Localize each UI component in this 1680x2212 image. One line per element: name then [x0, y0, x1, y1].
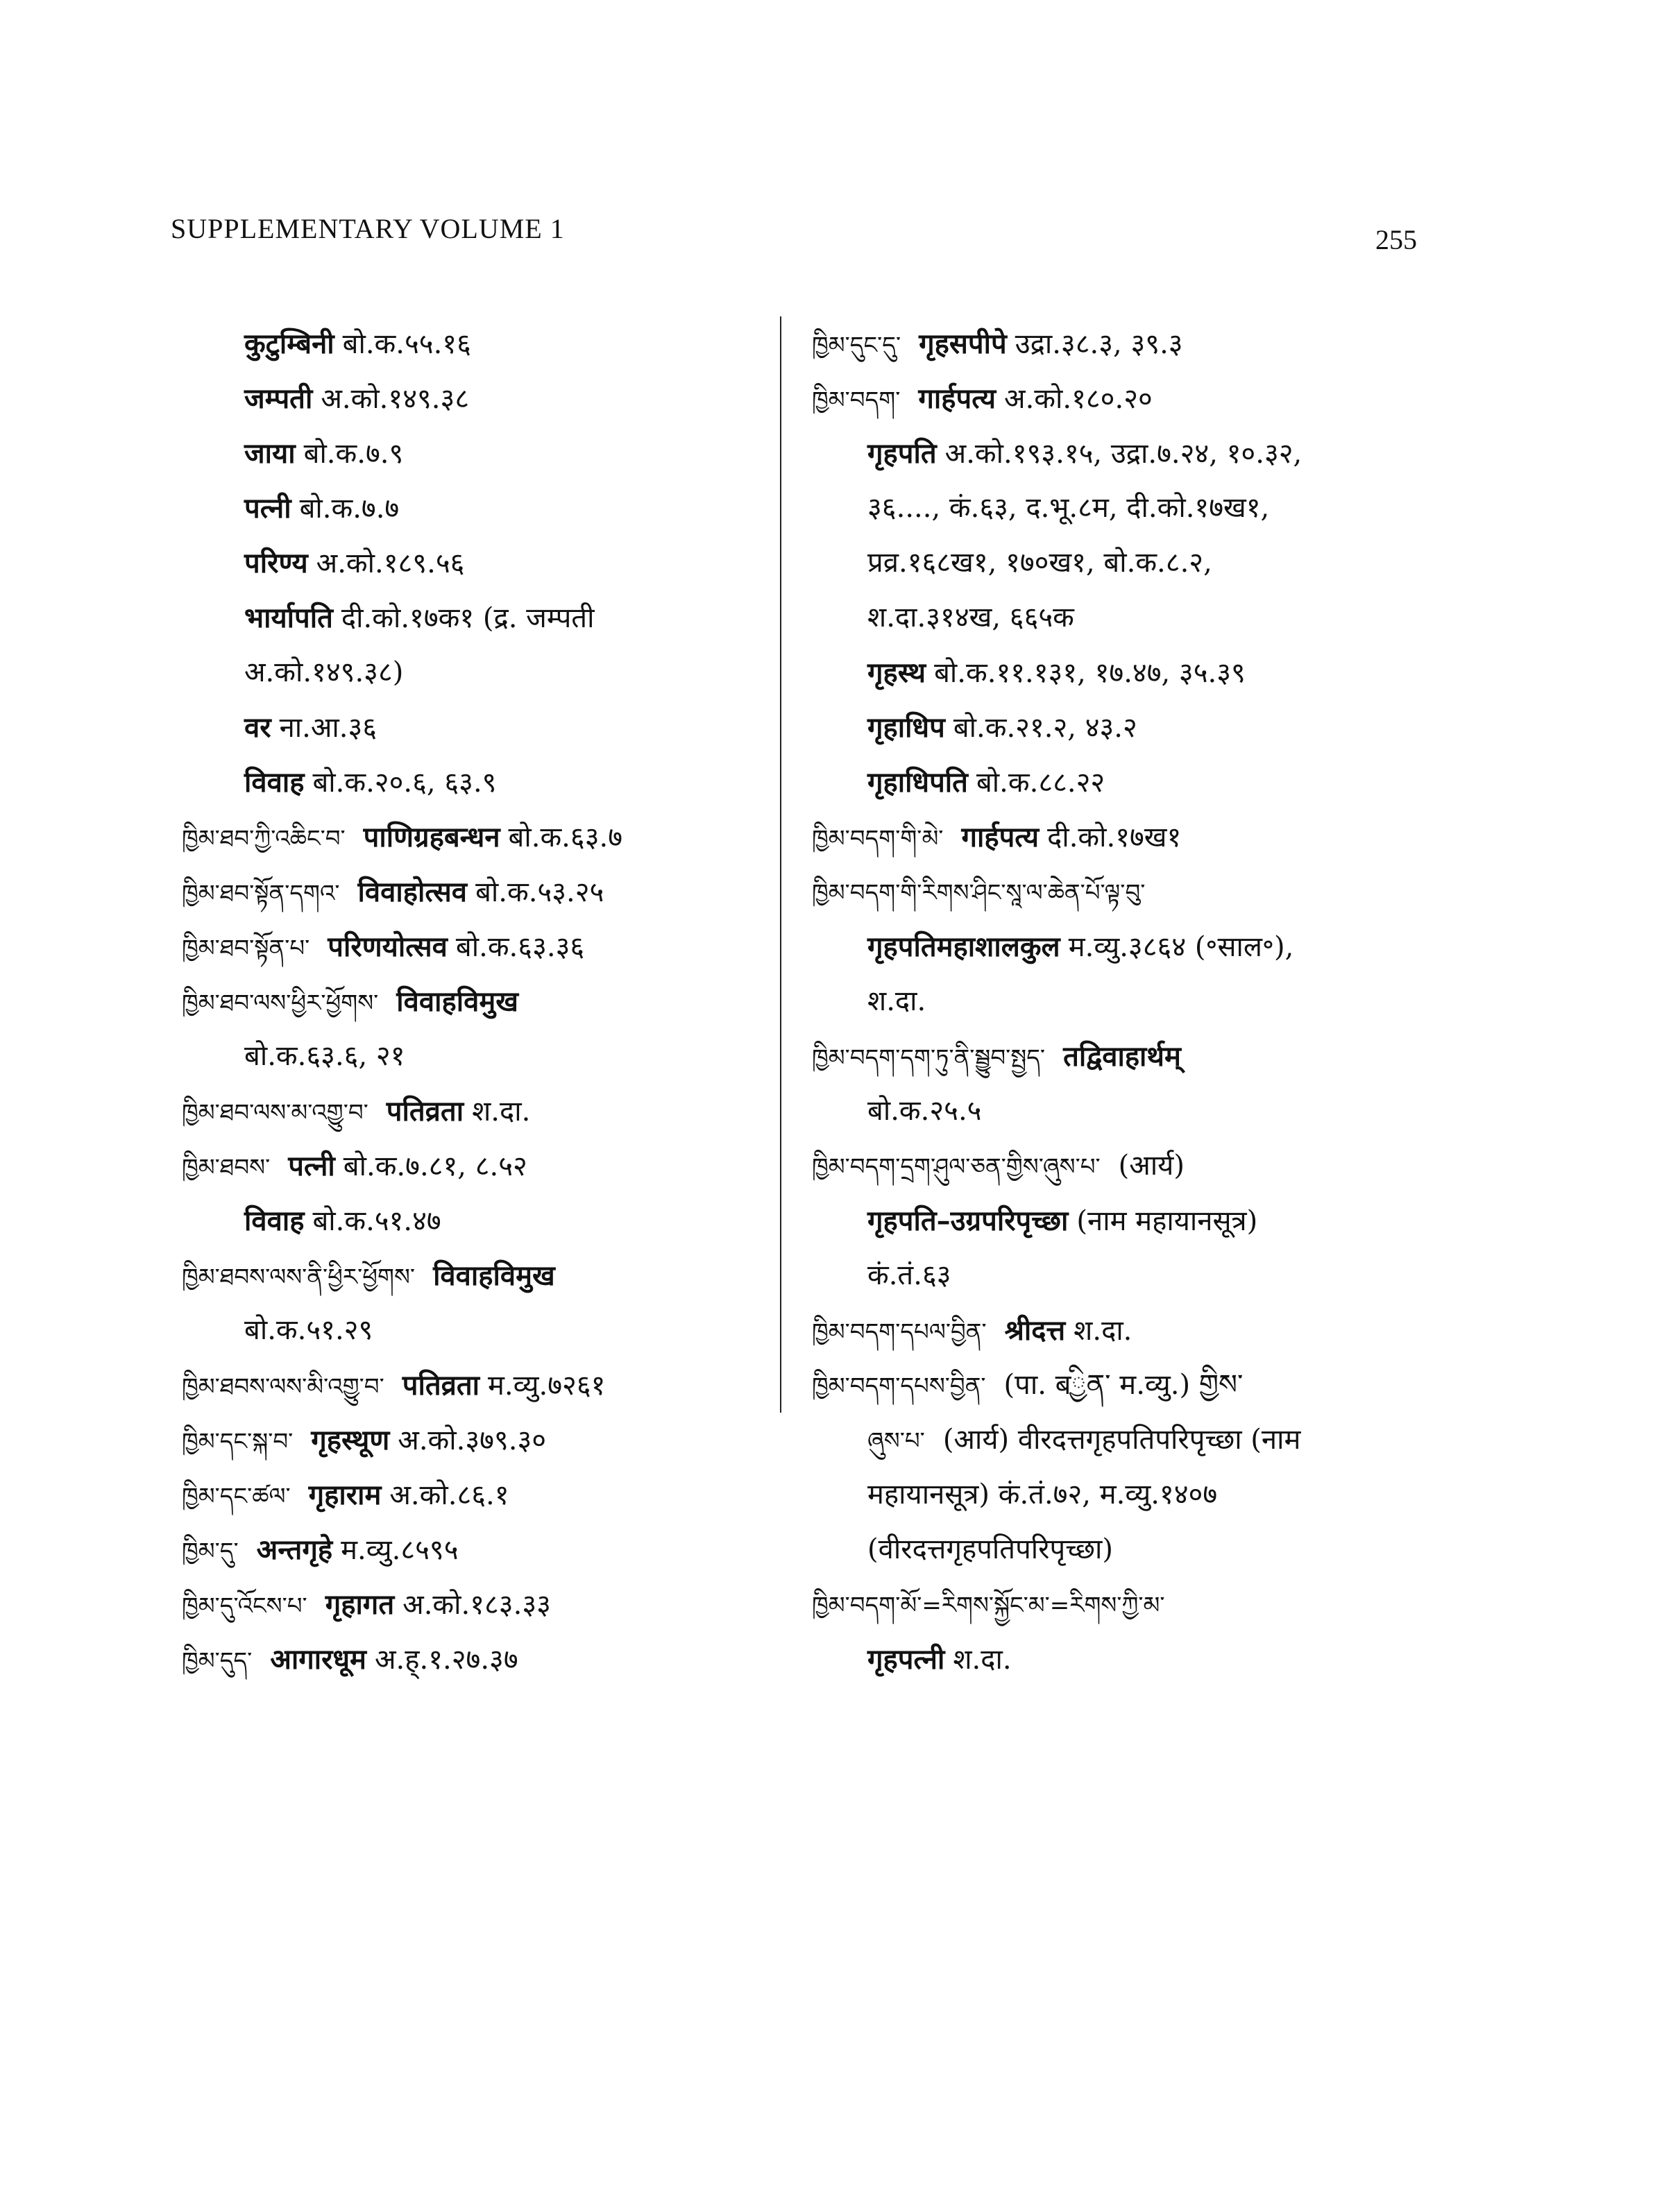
- source-reference: श.दा.: [953, 1644, 1012, 1676]
- dictionary-line: [812, 919, 1436, 974]
- source-reference: अ.को.१४९.३८): [244, 656, 404, 688]
- dictionary-line: [182, 865, 786, 919]
- dictionary-line: [182, 1303, 786, 1358]
- dictionary-line: [182, 755, 786, 810]
- tibetan-headword: ཁྱིམ་བདག་དཔས་བྱིན་: [812, 1372, 986, 1400]
- sanskrit-equivalent: विवाहविमुख: [396, 985, 518, 1018]
- source-reference: म.व्यु.८५९५: [341, 1534, 459, 1566]
- sanskrit-equivalent: गृहपतिमहाशालकुल: [867, 930, 1060, 963]
- sanskrit-equivalent: पाणिग्रहबन्धन: [363, 821, 500, 853]
- right-column: [812, 316, 1436, 1687]
- dictionary-line: [182, 371, 786, 426]
- dictionary-line: [812, 700, 1436, 755]
- sanskrit-equivalent: पत्नी: [288, 1150, 335, 1182]
- sanskrit-equivalent: जाया: [244, 437, 296, 470]
- dictionary-line: [812, 426, 1436, 481]
- sanskrit-equivalent: विवाह: [244, 1205, 305, 1237]
- dictionary-line: [812, 1577, 1436, 1632]
- dictionary-line: [182, 1467, 786, 1522]
- tibetan-headword: ཁྱིམ་དུད་: [182, 1647, 253, 1675]
- sanskrit-equivalent: गृहसपीपे: [919, 327, 1007, 360]
- sanskrit-equivalent: परिणयोत्सव: [328, 930, 448, 963]
- source-reference: बो.क.२५.५: [867, 1095, 982, 1127]
- source-reference: दी.को.१७ख१: [1047, 822, 1182, 853]
- tibetan-headword: ཞུས་པ་: [867, 1427, 925, 1455]
- source-reference: बो.क.६३.७: [508, 822, 623, 853]
- sanskrit-equivalent: पत्नी: [244, 492, 291, 525]
- dictionary-line: [182, 919, 786, 974]
- dictionary-line: [182, 590, 786, 645]
- tibetan-headword: ཁྱིམ་ཐབ་ལས་མ་འགྱུ་བ་: [182, 1099, 368, 1127]
- dictionary-line: [812, 1029, 1436, 1084]
- dictionary-line: [182, 1139, 786, 1193]
- dictionary-line: [812, 1522, 1436, 1577]
- sanskrit-equivalent: गृहाराम: [308, 1479, 382, 1511]
- tibetan-headword: ཁྱིམ་བདག་གི་རིགས་ཤིང་སཱ་ལ་ཆེན་པོ་ལྟ་བུ་: [812, 879, 1146, 907]
- dictionary-line: [182, 1193, 786, 1248]
- dictionary-line: [812, 1248, 1436, 1303]
- dictionary-line: [182, 426, 786, 481]
- sanskrit-equivalent: विवाहविमुख: [433, 1259, 555, 1292]
- dictionary-line: [812, 1467, 1436, 1522]
- source-reference: बो.क.५१.४७: [312, 1205, 441, 1237]
- dictionary-line: [182, 1577, 786, 1632]
- source-reference: बो.क.६३.६, २१: [244, 1040, 405, 1072]
- sanskrit-equivalent: गृहपत्नी: [867, 1643, 945, 1676]
- dictionary-line: [182, 645, 786, 700]
- source-reference: (पा. बྱིན་ म.व्यु.) གྱིས་: [1003, 1369, 1244, 1401]
- source-reference: श.दा.: [1074, 1315, 1132, 1347]
- sanskrit-equivalent: तद्विवाहार्थम्: [1063, 1040, 1181, 1073]
- source-reference: (नाम महायानसूत्र): [1076, 1205, 1258, 1237]
- source-reference: बो.क.७.८१, ८.५२: [343, 1150, 527, 1182]
- dictionary-line: [812, 481, 1436, 536]
- sanskrit-equivalent: विवाहोत्सव: [357, 876, 468, 908]
- source-reference: अ.को.१९३.१५, उद्रा.७.२४, १०.३२,: [944, 438, 1303, 470]
- sanskrit-equivalent: गृहागत: [325, 1588, 395, 1621]
- dictionary-line: [182, 1522, 786, 1577]
- tibetan-headword: ཁྱིམ་ཐབ་ཀྱི་འཆིང་བ་: [182, 825, 346, 853]
- dictionary-line: [182, 974, 786, 1029]
- dictionary-line: [182, 316, 786, 371]
- dictionary-line: [812, 755, 1436, 810]
- source-reference: अ.ह्.१.२७.३७: [374, 1644, 518, 1676]
- source-reference: बो.क.२०.६, ६३.९: [312, 767, 497, 799]
- source-reference: प्रव्र.१६८ख१, १७०ख१, बो.क.८.२,: [867, 547, 1212, 579]
- source-reference: बो.क.११.१३१, १७.४७, ३५.३९: [934, 657, 1246, 689]
- source-reference: श.दा.: [472, 1096, 531, 1128]
- dictionary-line: [182, 536, 786, 590]
- source-reference: दी.को.१७क१ (द्र. जम्पती: [341, 602, 595, 634]
- column-divider: [780, 316, 781, 1413]
- dictionary-line: [182, 1084, 786, 1139]
- sanskrit-equivalent: गृहस्थूण: [311, 1424, 390, 1456]
- source-reference: बो.क.८८.२२: [976, 767, 1105, 799]
- source-reference: ना.आ.३६: [279, 712, 377, 744]
- source-reference: श.दा.: [867, 985, 926, 1017]
- source-reference: (आर्य): [1118, 1150, 1185, 1182]
- sanskrit-equivalent: गृहपति–उग्रपरिपृच्छा: [867, 1205, 1069, 1237]
- source-reference: अ.को.१८०.२०: [1004, 383, 1153, 415]
- dictionary-line: [182, 1358, 786, 1413]
- sanskrit-equivalent: गार्हपत्य: [961, 821, 1040, 853]
- running-head: SUPPLEMENTARY VOLUME 1: [171, 213, 565, 244]
- tibetan-headword: ཁྱིམ་ཐབས་ལས་ནི་ཕྱིར་ཕྱོགས་: [182, 1264, 416, 1291]
- dictionary-line: [812, 590, 1436, 645]
- dictionary-line: [812, 1303, 1436, 1358]
- dictionary-line: [812, 1358, 1436, 1413]
- dictionary-line: [812, 810, 1436, 865]
- dictionary-line: [812, 865, 1436, 919]
- source-reference: अ.को.१८३.३३: [402, 1589, 551, 1621]
- tibetan-headword: ཁྱིམ་ཐབས་: [182, 1154, 271, 1182]
- source-reference: श.दा.३१४ख, ६६५क: [867, 602, 1074, 633]
- source-reference: बो.क.२१.२, ४३.२: [953, 712, 1137, 744]
- source-reference: महायानसूत्र) कं.तं.७२, म.व्यु.१४०७: [867, 1479, 1218, 1511]
- sanskrit-equivalent: गृहाधिप: [867, 711, 945, 744]
- dictionary-line: [812, 974, 1436, 1029]
- source-reference: ३६...., कं.६३, द.भू.८म, दी.को.१७ख१,: [867, 492, 1270, 524]
- tibetan-headword: ཁྱིམ་ཐབ་ལས་ཕྱིར་ཕྱོགས་: [182, 989, 379, 1017]
- tibetan-headword: ཁྱིམ་དང་སྐ་བ་: [182, 1428, 294, 1456]
- source-reference: बो.क.५३.२५: [475, 876, 604, 908]
- sanskrit-equivalent: परिण्य: [244, 547, 308, 579]
- dictionary-line: [182, 481, 786, 536]
- dictionary-line: [182, 1248, 786, 1303]
- tibetan-headword: ཁྱིམ་བདག་དྲག་ཤུལ་ཅན་གྱིས་ཞུས་པ་: [812, 1153, 1101, 1181]
- tibetan-headword: ཁྱིམ་དང་ཚལ་: [182, 1483, 291, 1511]
- dictionary-line: [812, 1413, 1436, 1467]
- sanskrit-equivalent: जम्पती: [244, 382, 313, 415]
- sanskrit-equivalent: विवाह: [244, 766, 305, 799]
- tibetan-headword: ཁྱིམ་ཐབས་ལས་མི་འགྱུ་བ་: [182, 1373, 384, 1401]
- dictionary-line: [182, 1413, 786, 1467]
- source-reference: बो.क.७.९: [303, 438, 404, 470]
- source-reference: बो.क.५१.२९: [244, 1314, 373, 1346]
- tibetan-headword: ཁྱིམ་བདག་དག་ཏུ་ནི་སྦྱུབ་སྤྱད་: [812, 1044, 1046, 1072]
- tibetan-headword: ཁྱིམ་བདག་: [812, 386, 901, 414]
- tibetan-headword: ཁྱིམ་བདག་གི་མེ་: [812, 825, 944, 853]
- source-reference: कं.तं.६३: [867, 1259, 951, 1291]
- tibetan-headword: ཁྱིམ་དུ་འོངས་པ་: [182, 1592, 307, 1620]
- sanskrit-equivalent: आगारधूम: [270, 1643, 366, 1676]
- sanskrit-equivalent: श्रीदत्त: [1004, 1314, 1066, 1347]
- sanskrit-equivalent: गार्हपत्य: [918, 382, 996, 415]
- source-reference: म.व्यु.७२६१: [488, 1370, 606, 1402]
- sanskrit-equivalent: गृहाधिपति: [867, 766, 968, 799]
- source-reference: अ.को.१४९.३८: [321, 383, 470, 415]
- source-reference: अ.को.३७९.३०: [398, 1424, 547, 1456]
- source-reference: (आर्य) वीरदत्तगृहपतिपरिपृच्छा (नाम: [942, 1424, 1301, 1456]
- sanskrit-equivalent: कुटुम्बिनी: [244, 327, 334, 360]
- dictionary-line: [182, 1632, 786, 1687]
- tibetan-headword: ཁྱིམ་བདག་དཔལ་བྱིན་: [812, 1318, 987, 1346]
- dictionary-line: [182, 810, 786, 865]
- tibetan-headword: ཁྱིམ་དུ་: [182, 1538, 239, 1565]
- dictionary-line: [812, 1193, 1436, 1248]
- source-reference: अ.को.८६.१: [389, 1479, 509, 1511]
- dictionary-line: [182, 700, 786, 755]
- source-reference: (वीरदत्तगृहपतिपरिपृच्छा): [867, 1533, 1113, 1565]
- source-reference: बो.क.६३.३६: [455, 931, 585, 963]
- sanskrit-equivalent: वर: [244, 711, 271, 744]
- sanskrit-equivalent: गृहस्थ: [867, 656, 926, 689]
- sanskrit-equivalent: अन्तगृहे: [256, 1533, 333, 1566]
- sanskrit-equivalent: पतिव्रता: [386, 1095, 464, 1128]
- source-reference: म.व्यु.३८६४ (॰साल॰),: [1068, 931, 1294, 963]
- sanskrit-equivalent: भार्यापति: [244, 602, 333, 634]
- tibetan-headword: ཁྱིམ་བདག་མོ་=རིགས་སྐྱོང་མ་=རིགས་ཀྱི་མ་: [812, 1592, 1165, 1619]
- sanskrit-equivalent: गृहपति: [867, 437, 937, 470]
- dictionary-line: [812, 1139, 1436, 1193]
- dictionary-line: [182, 1029, 786, 1084]
- tibetan-headword: ཁྱིམ་དུང་དུ་: [812, 332, 901, 359]
- left-column: [182, 316, 786, 1687]
- source-reference: बो.क.५५.१६: [342, 328, 471, 360]
- source-reference: उद्रा.३८.३, ३९.३: [1015, 328, 1183, 360]
- dictionary-line: [812, 1632, 1436, 1687]
- dictionary-line: [812, 645, 1436, 700]
- dictionary-line: [812, 316, 1436, 371]
- source-reference: अ.को.१८९.५६: [316, 547, 465, 579]
- dictionary-line: [812, 1084, 1436, 1139]
- tibetan-headword: ཁྱིམ་ཐབ་སྟོན་པ་: [182, 935, 310, 962]
- dictionary-line: [812, 371, 1436, 426]
- sanskrit-equivalent: पतिव्रता: [402, 1369, 480, 1402]
- tibetan-headword: ཁྱིམ་ཐབ་སྟོན་དགའ་: [182, 880, 340, 908]
- dictionary-line: [812, 536, 1436, 590]
- source-reference: बो.क.७.७: [299, 493, 400, 525]
- page-number: 255: [1375, 224, 1417, 255]
